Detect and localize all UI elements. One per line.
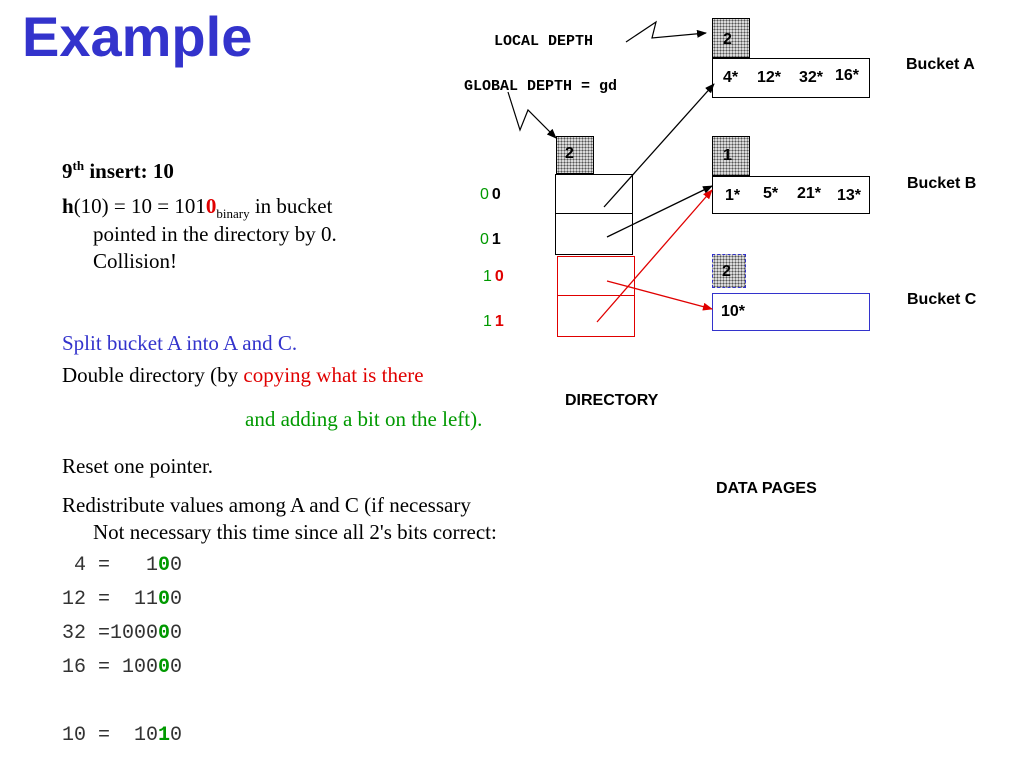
directory-label: DIRECTORY <box>565 392 659 409</box>
bucket-a-name: Bucket A <box>906 56 975 73</box>
hash-red-bit: 0 <box>205 194 217 218</box>
pointer-00-to-a <box>604 84 714 207</box>
insert-label: insert: 10 <box>84 159 174 183</box>
bucket-b-name: Bucket B <box>907 175 977 192</box>
binary-row: 12 = 1100 <box>62 588 183 611</box>
local-depth-label: LOCAL DEPTH <box>494 33 594 50</box>
global-depth-callout <box>508 92 556 138</box>
bucket-c-name: Bucket C <box>907 291 977 308</box>
bucket-value: 21* <box>797 185 822 202</box>
bucket-a-local-depth: 2 <box>712 18 750 58</box>
redistribute-text: Redistribute values among A and C (if necessary <box>62 493 471 517</box>
binary-row: 10 = 1010 <box>62 724 183 747</box>
bucket-b-local-depth: 1 <box>712 136 750 176</box>
split-text: Split bucket A into A and C. <box>62 331 298 355</box>
slide-title: Example <box>22 5 253 68</box>
dir-bits: 1 0 <box>483 268 504 285</box>
dir-bits: 1 1 <box>483 313 504 330</box>
local-depth-callout <box>626 22 706 42</box>
hash-tail: in bucket <box>249 194 333 218</box>
bucket-value: 16* <box>835 67 860 84</box>
hash-rest: (10) = 10 = 101 <box>73 194 206 218</box>
bucket-value: 32* <box>799 69 824 86</box>
binary-row: 16 = 10000 <box>62 656 183 679</box>
insert-ninth: 9 <box>62 159 73 183</box>
dir-bits: 0 0 <box>480 186 501 203</box>
collision-text: Collision! <box>93 249 178 273</box>
bucket-value: 1* <box>725 187 741 204</box>
insert-th: th <box>72 158 85 173</box>
hash-binary-sub: binary <box>216 206 250 222</box>
binary-row: 4 = 100 <box>62 554 183 577</box>
bucket-value: 4* <box>723 69 739 86</box>
global-depth-label: GLOBAL DEPTH = gd <box>464 78 618 95</box>
double-red: copying what is there <box>243 363 424 387</box>
data-pages-label: DATA PAGES <box>716 480 817 497</box>
pointer-11-to-b <box>597 190 712 322</box>
reset-pointer-text: Reset one pointer. <box>62 454 214 478</box>
pointer-10-to-c <box>607 281 712 309</box>
bucket-c-local-depth: 2 <box>712 254 746 288</box>
adding-bit-text: and adding a bit on the left). <box>245 407 483 431</box>
bucket-value: 12* <box>757 69 782 86</box>
bucket-value: 5* <box>763 185 779 202</box>
binary-row: 32 =100000 <box>62 622 183 645</box>
double-black: Double directory (by <box>62 363 244 387</box>
dir-bits: 0 1 <box>480 231 501 248</box>
hash-line-2: pointed in the directory by 0. <box>93 222 337 246</box>
bucket-value: 10* <box>721 303 746 320</box>
hash-h: h <box>62 194 74 218</box>
global-depth-value: 2 <box>565 145 574 162</box>
bucket-value: 13* <box>837 187 862 204</box>
not-necessary-text: Not necessary this time since all 2's bits correct: <box>93 520 497 544</box>
pointer-01-to-b <box>607 186 712 237</box>
